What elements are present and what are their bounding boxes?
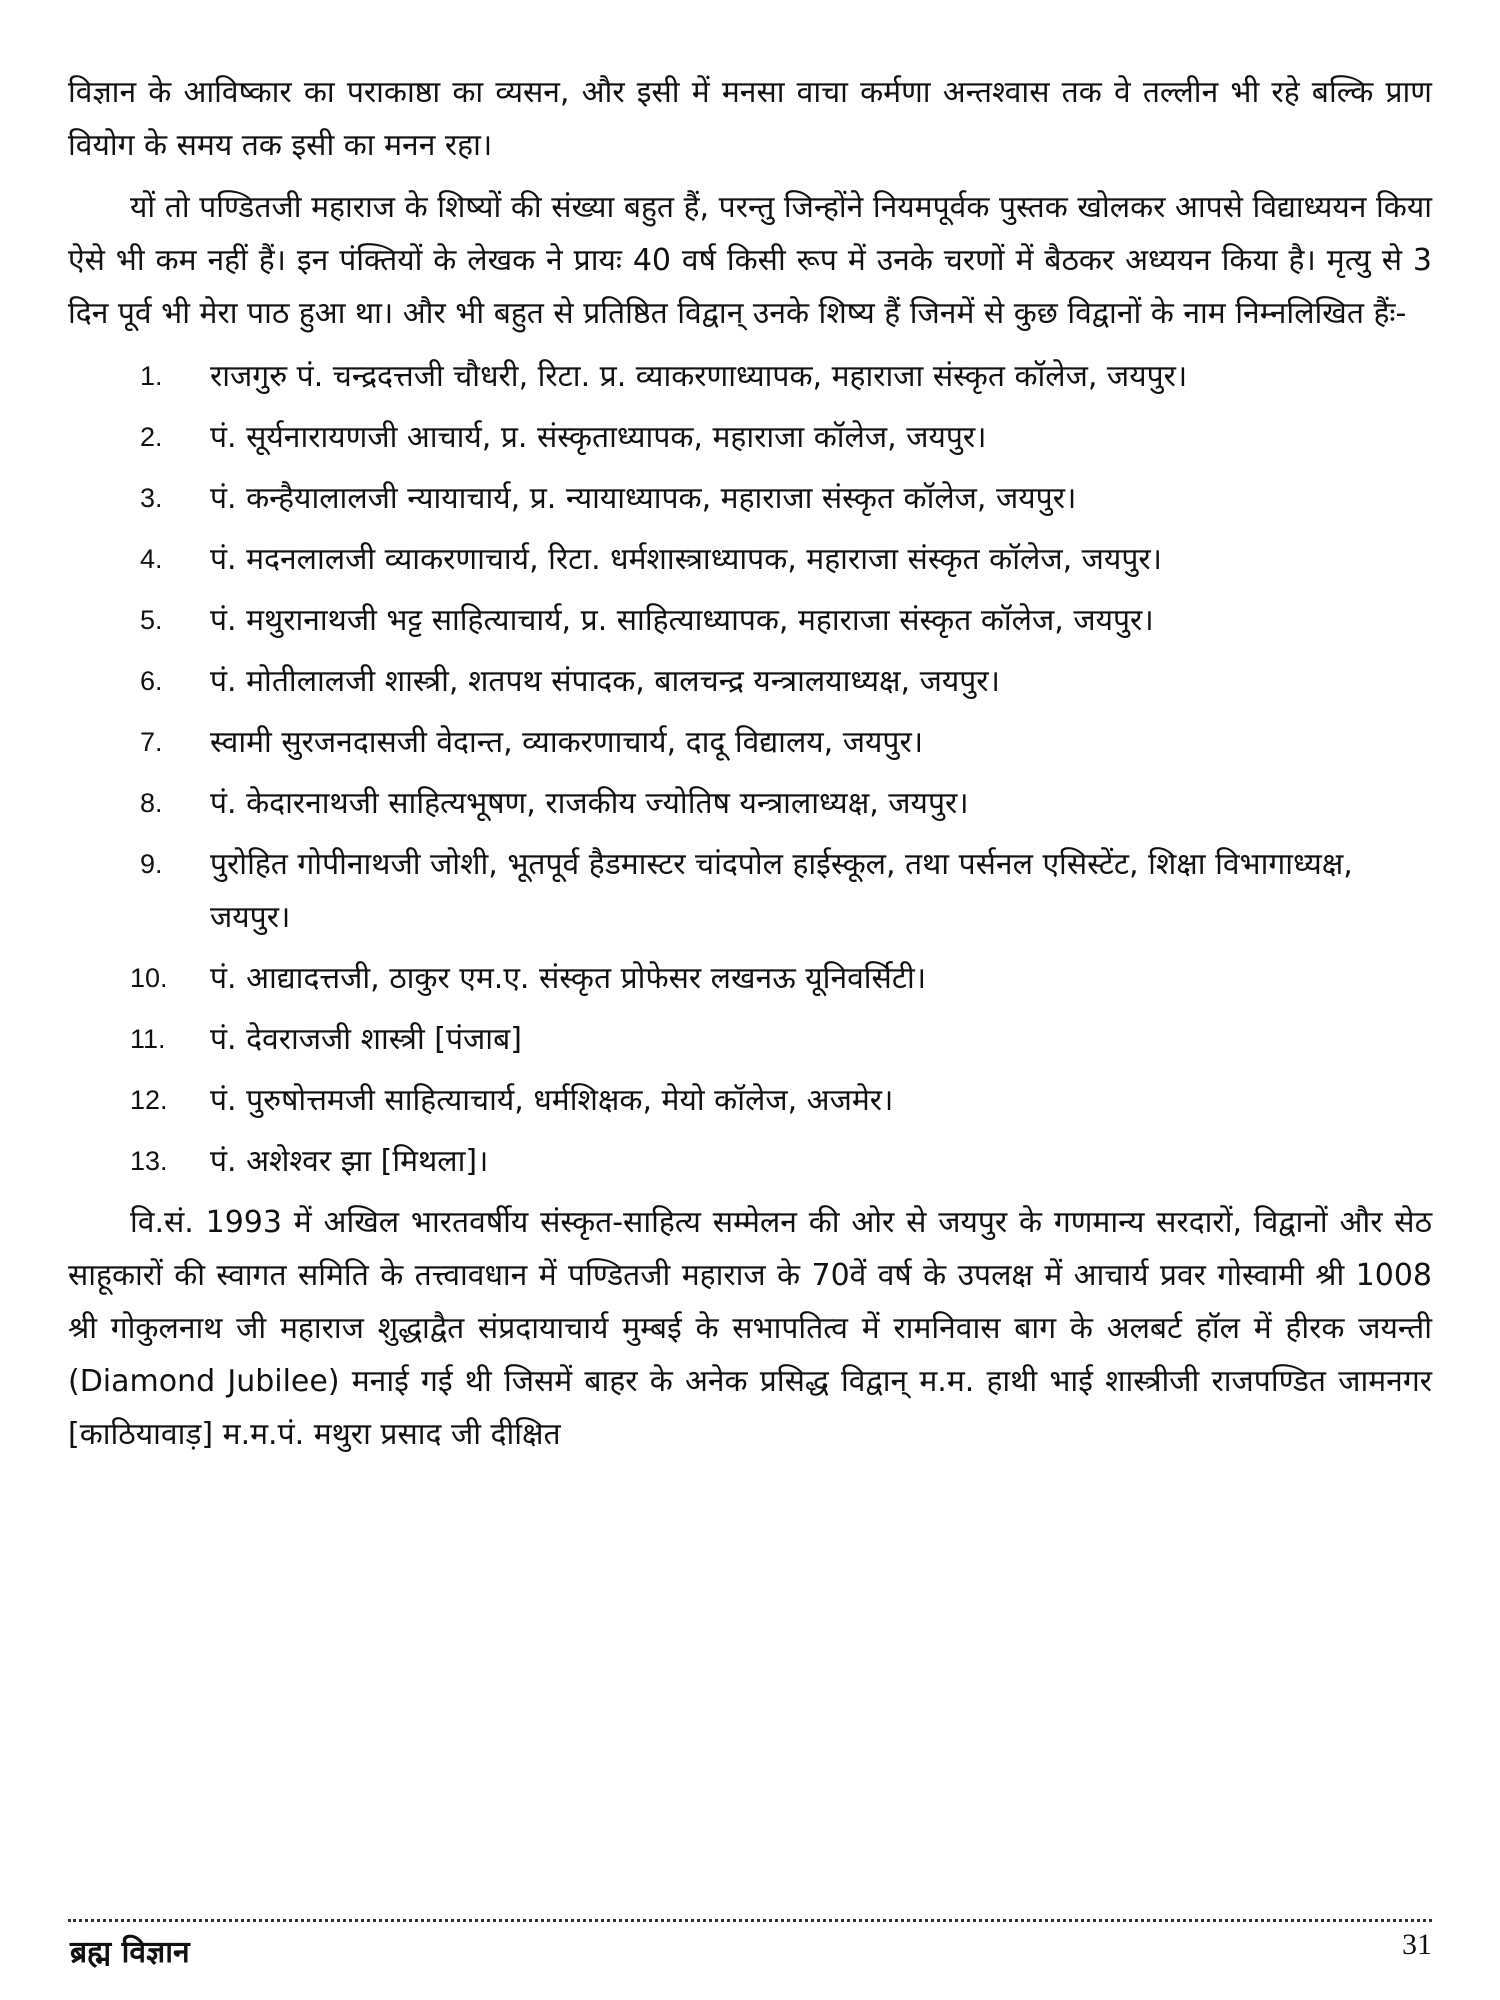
paragraph-opening: विज्ञान के आविष्कार का पराकाष्ठा का व्यसन, और इसी में मनसा वाचा कर्मणा अन्तश्वास तक वे तल्लीन भी रहे बल्कि प्राण वियोग के समय तक इसी का मनन रहा। [68,75,1432,163]
list-item-text: पं. कन्हैयालालजी न्यायाचार्य, प्र. न्यायाध्यापक, महाराजा संस्कृत कॉलेज, जयपुर। [210,481,1077,516]
list-item-text: पं. सूर्यनारायणजी आचार्य, प्र. संस्कृताध्यापक, महाराजा कॉलेज, जयपुर। [210,420,987,455]
list-item-number: 9. [140,849,163,879]
list-item [68,533,1432,586]
scholar-list [68,350,1432,1188]
page-body [68,66,1432,1470]
paragraph-disciples-intro: यों तो पण्डितजी महाराज के शिष्यों की संख्या बहुत हैं, परन्तु जिन्होंने नियमपूर्वक पुस्तक खोलकर आपसे विद्याध्ययन किया ऐसे भी कम नहीं हैं। इन पंक्तियों के लेखक ने प्रायः 40 वर्ष किसी रूप में उनके चरणों में बैठकर अध्ययन किया है। मृत्यु से 3 दिन पूर्व भी मेरा पाठ हुआ था। और भी बहुत से प्रतिष्ठित विद्वान् उनके शिष्य हैं जिनमें से कुछ विद्वानों के नाम निम्नलिखित हैंः- [68,190,1432,331]
list-item [68,838,1432,944]
footer-book-title: ब्रह्म विज्ञान [70,1935,190,1970]
list-item-number: 12. [130,1085,168,1115]
list-item [68,952,1432,1005]
list-item-text: पं. अशेश्वर झा [मिथला]। [210,1144,489,1179]
list-item [68,411,1432,464]
list-item-text: स्वामी सुरजनदासजी वेदान्त, व्याकरणाचार्य, दादू विद्यालय, जयपुर। [210,725,924,760]
list-item-number: 6. [140,666,163,696]
list-item [68,1013,1432,1066]
list-item [68,350,1432,403]
list-item-text: पं. केदारनाथजी साहित्यभूषण, राजकीय ज्योतिष यन्त्रालाध्यक्ष, जयपुर। [210,786,969,821]
paragraph-diamond-jubilee: वि.सं. 1993 में अखिल भारतवर्षीय संस्कृत-साहित्य सम्मेलन की ओर से जयपुर के गणमान्य सरदारों, विद्वानों और सेठ साहूकारों की स्वागत समिति के तत्त्वावधान में पण्डितजी महाराज के 70वें वर्ष के उपलक्ष में आचार्य प्रवर गोस्वामी श्री 1008 श्री गोकुलनाथ जी महाराज शुद्धाद्वैत संप्रदायाचार्य मुम्बई के सभापतित्व में रामनिवास बाग के अलबर्ट हॉल में हीरक जयन्ती (Diamond Jubilee) मनाई गई थी जिसमें बाहर के अनेक प्रसिद्ध विद्वान् म.म. हाथी भाई शास्त्रीजी राजपण्डित जामनगर [काठियावाड़] म.म.पं. मथुरा प्रसाद जी दीक्षित [68,1205,1432,1452]
list-item [68,716,1432,769]
footer-dotted-rule [68,1919,1432,1922]
list-item-text: पं. मथुरानाथजी भट्ट साहित्याचार्य, प्र. साहित्याध्यापक, महाराजा संस्कृत कॉलेज, जयपुर। [210,603,1154,638]
list-item-number: 5. [140,605,163,635]
list-item-number: 7. [140,727,163,757]
list-item-text: पुरोहित गोपीनाथजी जोशी, भूतपूर्व हैडमास्टर चांदपोल हाईस्कूल, तथा पर्सनल एसिस्टेंट, शिक्षा विभागाध्यक्ष, जयपुर। [210,847,1353,935]
page-number: 31 [1402,1928,1432,1961]
list-item-number: 2. [140,422,163,452]
list-item-number: 13. [130,1146,168,1176]
list-item-number: 1. [140,361,163,391]
list-item [68,777,1432,830]
list-item-text: पं. मदनलालजी व्याकरणाचार्य, रिटा. धर्मशास्त्राध्यापक, महाराजा संस्कृत कॉलेज, जयपुर। [210,542,1162,577]
list-item-number: 3. [140,483,163,513]
list-item-number: 8. [140,788,163,818]
list-item-text: पं. पुरुषोत्तमजी साहित्याचार्य, धर्मशिक्षक, मेयो कॉलेज, अजमेर। [210,1083,894,1118]
list-item-number: 10. [130,963,168,993]
list-item [68,1074,1432,1127]
list-item-text: पं. आद्यादत्तजी, ठाकुर एम.ए. संस्कृत प्रोफेसर लखनऊ यूनिवर्सिटी। [210,961,927,996]
list-item [68,1135,1432,1188]
list-item-number: 4. [140,544,163,574]
list-item [68,655,1432,708]
list-item-number: 11. [130,1024,166,1054]
list-item-text: राजगुरु पं. चन्द्रदत्तजी चौधरी, रिटा. प्र. व्याकरणाध्यापक, महाराजा संस्कृत कॉलेज, जयपुर। [210,359,1188,394]
list-item-text: पं. देवराजजी शास्त्री [पंजाब] [210,1022,522,1057]
list-item-text: पं. मोतीलालजी शास्त्री, शतपथ संपादक, बालचन्द्र यन्त्रालयाध्यक्ष, जयपुर। [210,664,1000,699]
list-item [68,594,1432,647]
list-item [68,472,1432,525]
